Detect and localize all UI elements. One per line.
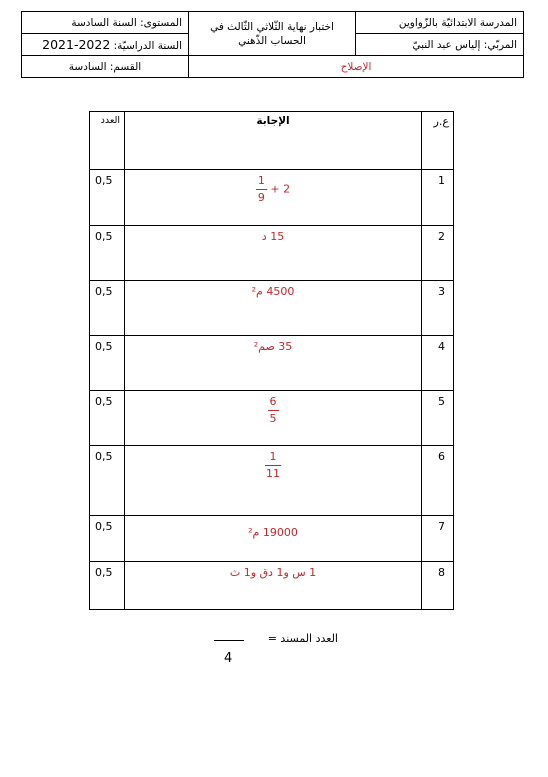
row-mark: 0,5 bbox=[90, 446, 125, 516]
fraction-numerator: 1 bbox=[257, 174, 265, 187]
answer-text: 19000 م² bbox=[248, 526, 298, 539]
correction-label: الإصلاح bbox=[340, 60, 372, 73]
col-answer-header: الإجابة bbox=[125, 112, 422, 170]
teacher-name: المربّي: إلياس عبد النبيّ bbox=[412, 38, 517, 51]
fraction-denominator: 9 bbox=[257, 191, 265, 204]
answer-suffix: + 2 bbox=[270, 182, 291, 196]
year-cell bbox=[22, 34, 189, 56]
year-value: 2021-2022 bbox=[42, 37, 111, 52]
answers-table bbox=[89, 111, 454, 610]
score-fraction-line bbox=[214, 640, 244, 641]
fraction-denominator: 5 bbox=[269, 412, 277, 425]
exam-title-line1: اختبار نهاية الثّلاثي الثّالث في bbox=[210, 20, 334, 33]
row-answer bbox=[125, 170, 422, 226]
fraction-bar bbox=[256, 189, 267, 190]
answer-text: 4500 م² bbox=[251, 285, 295, 298]
fraction-numerator: 6 bbox=[269, 395, 277, 408]
table-row bbox=[90, 446, 454, 516]
table-row bbox=[90, 516, 454, 562]
row-mark: 0,5 bbox=[90, 391, 125, 446]
row-number: 5 bbox=[422, 391, 454, 446]
correction-cell bbox=[189, 56, 524, 78]
table-header-row bbox=[90, 112, 454, 170]
row-number: 8 bbox=[422, 562, 454, 610]
row-answer bbox=[125, 391, 422, 446]
row-answer bbox=[125, 562, 422, 610]
row-mark: 0,5 bbox=[90, 562, 125, 610]
school-cell bbox=[356, 12, 524, 34]
row-mark: 0,5 bbox=[90, 226, 125, 281]
teacher-cell bbox=[356, 34, 524, 56]
answer-fraction bbox=[256, 174, 267, 205]
exam-title-line2: الحساب الذّهني bbox=[238, 34, 306, 47]
exam-title-cell bbox=[189, 12, 356, 56]
class-cell bbox=[22, 56, 189, 78]
class-text: القسم: السادسة bbox=[68, 60, 142, 73]
fraction-numerator: 1 bbox=[269, 450, 277, 463]
col-num-header: ع.ر bbox=[422, 112, 454, 170]
score-label: العدد المسند = bbox=[267, 632, 338, 645]
answer-fraction bbox=[265, 450, 281, 481]
table-row bbox=[90, 226, 454, 281]
answer-fraction bbox=[268, 395, 279, 426]
year-label: السنة الدراسيّة: bbox=[113, 40, 182, 52]
row-mark: 0,5 bbox=[90, 336, 125, 391]
table-row bbox=[90, 170, 454, 226]
answer-text: 15 د bbox=[261, 230, 285, 243]
row-number: 6 bbox=[422, 446, 454, 516]
score-denominator: 4 bbox=[224, 651, 233, 666]
row-number: 7 bbox=[422, 516, 454, 562]
row-number: 1 bbox=[422, 170, 454, 226]
row-number: 2 bbox=[422, 226, 454, 281]
row-mark: 0,5 bbox=[90, 281, 125, 336]
level-cell bbox=[22, 12, 189, 34]
row-answer bbox=[125, 446, 422, 516]
fraction-bar bbox=[268, 410, 279, 411]
row-number: 4 bbox=[422, 336, 454, 391]
row-answer bbox=[125, 281, 422, 336]
row-number: 3 bbox=[422, 281, 454, 336]
fraction-denominator: 11 bbox=[266, 467, 280, 480]
row-answer bbox=[125, 226, 422, 281]
school-name: المدرسة الابتدائيّة بالزّواوين bbox=[398, 16, 517, 29]
header-table bbox=[21, 11, 524, 78]
score-block bbox=[214, 630, 338, 670]
row-answer bbox=[125, 516, 422, 562]
row-mark: 0,5 bbox=[90, 170, 125, 226]
table-row bbox=[90, 281, 454, 336]
level-text: المستوى: السنة السادسة bbox=[71, 16, 182, 29]
answer-text: 35 صم² bbox=[253, 340, 293, 353]
table-row bbox=[90, 336, 454, 391]
fraction-bar bbox=[265, 465, 281, 466]
answer-text: 1 س و1 دق و1 ث bbox=[229, 566, 317, 579]
table-row bbox=[90, 562, 454, 610]
table-row bbox=[90, 391, 454, 446]
col-mark-header: العدد bbox=[90, 112, 125, 170]
row-mark: 0,5 bbox=[90, 516, 125, 562]
row-answer bbox=[125, 336, 422, 391]
